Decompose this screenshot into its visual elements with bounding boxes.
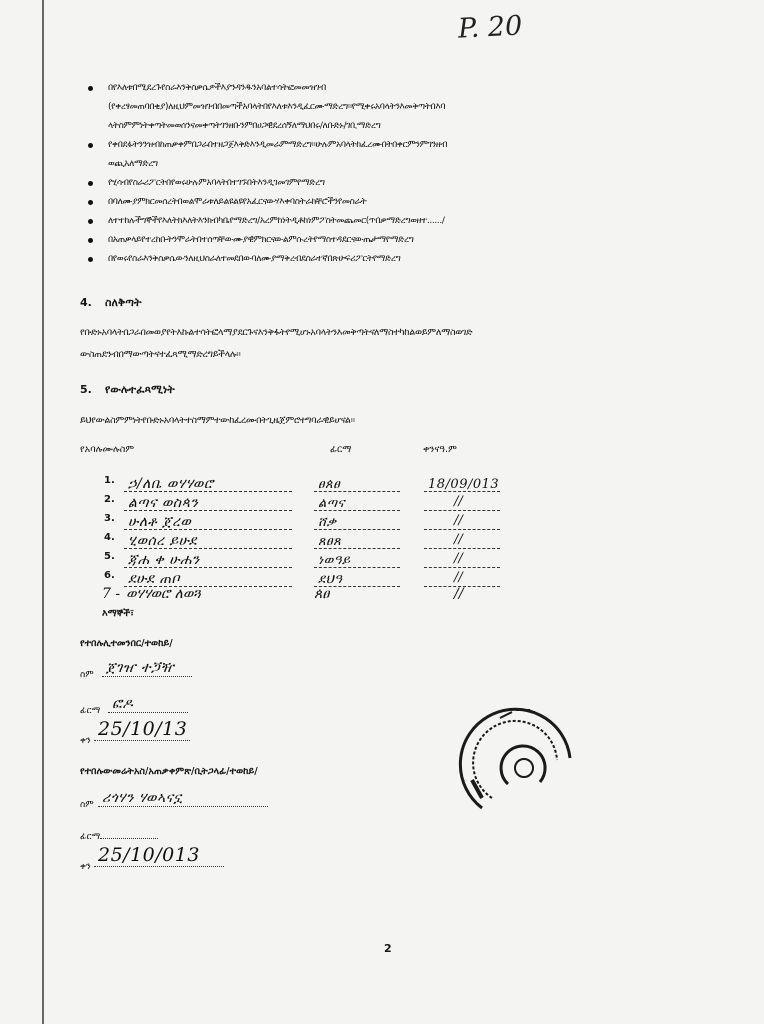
row-number: 5. <box>104 551 115 562</box>
row-number: 1. <box>104 475 115 486</box>
table-row <box>80 493 540 511</box>
row-number: 3. <box>104 513 115 524</box>
handwritten-name: ሪጎሃን ሃወኣናኗ <box>102 790 183 806</box>
list-item: የሂሳብየስራሪፖርትበየወሩሁሉምአባላትበተገኙበትእንዲገመገምየማድረግ <box>108 174 718 192</box>
approver-heading: የተበሉሊተመንበር/ተወከይ/ <box>80 638 173 649</box>
section-4-text-line-2: ውስጠደንብበማውጣትናተፈጻሚማድረግይችላሉ። <box>80 349 241 360</box>
section-4-heading <box>80 296 141 310</box>
handwritten-date: 18/09/013 <box>428 477 500 492</box>
date-field <box>424 568 500 587</box>
section-4-text-line-1: የቡድኑአባላትበጋራበመወያየትእኩልተሳትፎላማያደርጉናእንቅፋትየሚሆኑአባላትንእመቅጣትናለማስተካከልወይምለማስወገድ <box>80 327 473 338</box>
column-header-signature: ፊርማ <box>330 444 352 455</box>
ditto-mark: // <box>454 513 463 528</box>
handwritten-date: 25/10/13 <box>98 718 188 740</box>
handwritten-signature: ጸፀጸ <box>318 534 342 549</box>
handwritten-name: ሁለቶ ጀረወ <box>128 514 192 530</box>
section-title: ስለቅጣት <box>105 296 142 309</box>
handwritten-signature: ፎዶ <box>112 696 134 712</box>
handwritten-name: ሂወሰረ ይሁደ <box>128 533 197 549</box>
section-number: 4. <box>80 296 92 309</box>
ditto-mark: // <box>454 551 463 566</box>
list-item-continuation: ላትስምምነትቀጣትመወሰንናመቀጣትገንዘቡንምበሀጋዊደረሰኝለማህበሩ/ለቡድኑ/ገቢማድረግ <box>108 121 381 131</box>
office-heading: የተበሉውመሬትአስ/አጠቃቀምጽ/ቢትጋላፊ/ተወከይ/ <box>80 766 258 777</box>
table-row <box>80 569 540 587</box>
handwritten-name: ልጣና ወስጳን <box>128 495 199 511</box>
signature-field <box>314 511 400 530</box>
signature-field <box>314 492 400 511</box>
section-number: 5. <box>80 383 92 396</box>
ditto-mark: // <box>454 532 463 547</box>
handwritten-name: ጃሐ ቀ ሁሐን <box>128 552 200 568</box>
date-field <box>424 549 500 568</box>
handwritten-signature: ጰፀ <box>314 586 330 602</box>
table-row <box>80 474 540 492</box>
signature-field <box>314 549 400 568</box>
name-field <box>124 492 292 511</box>
handwritten-signature: ነወዓይ <box>318 553 351 568</box>
approver-signature-label: ፊርማ <box>80 706 101 716</box>
table-row <box>80 550 540 568</box>
table-row <box>80 512 540 530</box>
approver-date-label: ቀን <box>80 736 91 746</box>
list-item: በየእለቱበሚደረጉየስራእንቅስቃሴዎችእያንዳንዱንአባልተሳትፎመመዝገብ <box>108 79 718 97</box>
name-field <box>124 549 292 568</box>
handwritten-name: ኃ/ለቤ ወሃሃወሮ <box>128 476 214 492</box>
signature-field <box>314 568 400 587</box>
handwritten-page-reference: P. 20 <box>457 10 523 45</box>
date-field <box>424 473 500 492</box>
witnesses-label: እማኞች፣ <box>102 608 135 619</box>
date-field <box>424 530 500 549</box>
office-signature-label: ፊርማ <box>80 832 101 842</box>
signature-field <box>314 530 400 549</box>
list-item: በባለሙያምክርመሰረትበወልሞራቱለይልዩልዩየአፈርናውሃእቀባስትራክቸሮችንየመስራት <box>108 193 718 211</box>
column-header-name: የአባሉሙሉስም <box>80 444 135 455</box>
section-5-heading <box>80 383 175 397</box>
approver-name-field <box>102 656 192 677</box>
handwritten-signature: ፀጰፀ <box>318 477 341 492</box>
row-number: 7 - <box>102 586 121 602</box>
handwritten-signature: ሸቃ <box>318 515 337 530</box>
name-field <box>124 511 292 530</box>
section-5-text: ይህየውልስምምነትየቡድኑአባላትተስማምተውከፈረሙበትጊዜጀምሮተግባራዊይሆናል። <box>80 415 355 426</box>
table-row <box>80 531 540 549</box>
name-field <box>124 568 292 587</box>
approver-signature-field <box>108 692 188 713</box>
name-field <box>124 473 292 492</box>
duties-bullet-list <box>108 79 718 269</box>
signature-field <box>314 473 400 492</box>
list-item-continuation: (የቀረፃመጠባበቂያ)ለዚህምመዝገብበመጣችአባላትበየእለቱእንዲፈርሙማድረግ።የሚቀሩአባላትንእመቅጣትበእባ <box>108 102 446 112</box>
binding-edge <box>42 0 44 1024</box>
handwritten-name: ደሁደ ጠቦ <box>128 571 181 587</box>
row-number: 2. <box>104 494 115 505</box>
approver-date-field <box>94 720 190 741</box>
handwritten-signature: ልጣና <box>318 496 345 511</box>
ditto-mark: // <box>454 494 463 509</box>
list-item: በየወሩየስራእንቅስቃሴውንለዚህስራለተመደበውባለሙያማቅረብደስራተኛበጽሁፍሪፖርትየማድረግ <box>108 250 718 268</box>
office-name-label: ስም <box>80 800 94 810</box>
ditto-mark: // <box>454 570 463 585</box>
handwritten-name: ወሃሃወሮ ለወጓ <box>126 586 201 602</box>
row-number: 6. <box>104 570 115 581</box>
office-name-field <box>98 786 268 807</box>
handwritten-date: 25/10/013 <box>98 844 200 866</box>
office-date-label: ቀን <box>80 862 91 872</box>
date-field <box>424 492 500 511</box>
list-item-continuation: ወጪአለማድረግ <box>108 159 158 169</box>
table-row-handwritten <box>102 586 542 606</box>
section-title: የውሉተፈጻሚነት <box>105 383 175 396</box>
approver-name-label: ስም <box>80 670 94 680</box>
office-signature-field <box>100 818 158 839</box>
column-header-date: ቀንናዓ.ም <box>423 444 457 455</box>
office-date-field <box>94 846 224 867</box>
list-item: የቀበደፋትንንዝብከጠቃቀምበጋራበተዘጋጀእቅድእንዲመራምማድረግ።ሁሉምአባላትከፈረሙበትበቀርምንምገንዘብ <box>108 136 718 154</box>
row-number: 4. <box>104 532 115 543</box>
page-number: 2 <box>384 942 392 955</box>
ditto-mark: // <box>454 586 464 602</box>
name-field <box>124 530 292 549</box>
list-item: በአጠቃላይየተረከቡትንሞራትበተሰጣቸውሙያዊምክርናውልምሱረትየማስተዳደርናውጤታማየማድረግ <box>108 231 718 249</box>
list-item: ለተተከሉችግኞችየእለትክእለትእንክብካቤየማድረግ/አረምከነትዲቶከነምፖስትመጨመር(ጥበቃማድረግወዘተ....../ <box>108 212 718 230</box>
date-field <box>424 511 500 530</box>
handwritten-signature: ደህዓ <box>318 572 343 587</box>
official-stamp <box>452 698 582 828</box>
handwritten-name: ጀገዠ ተጛዥ <box>106 660 175 676</box>
